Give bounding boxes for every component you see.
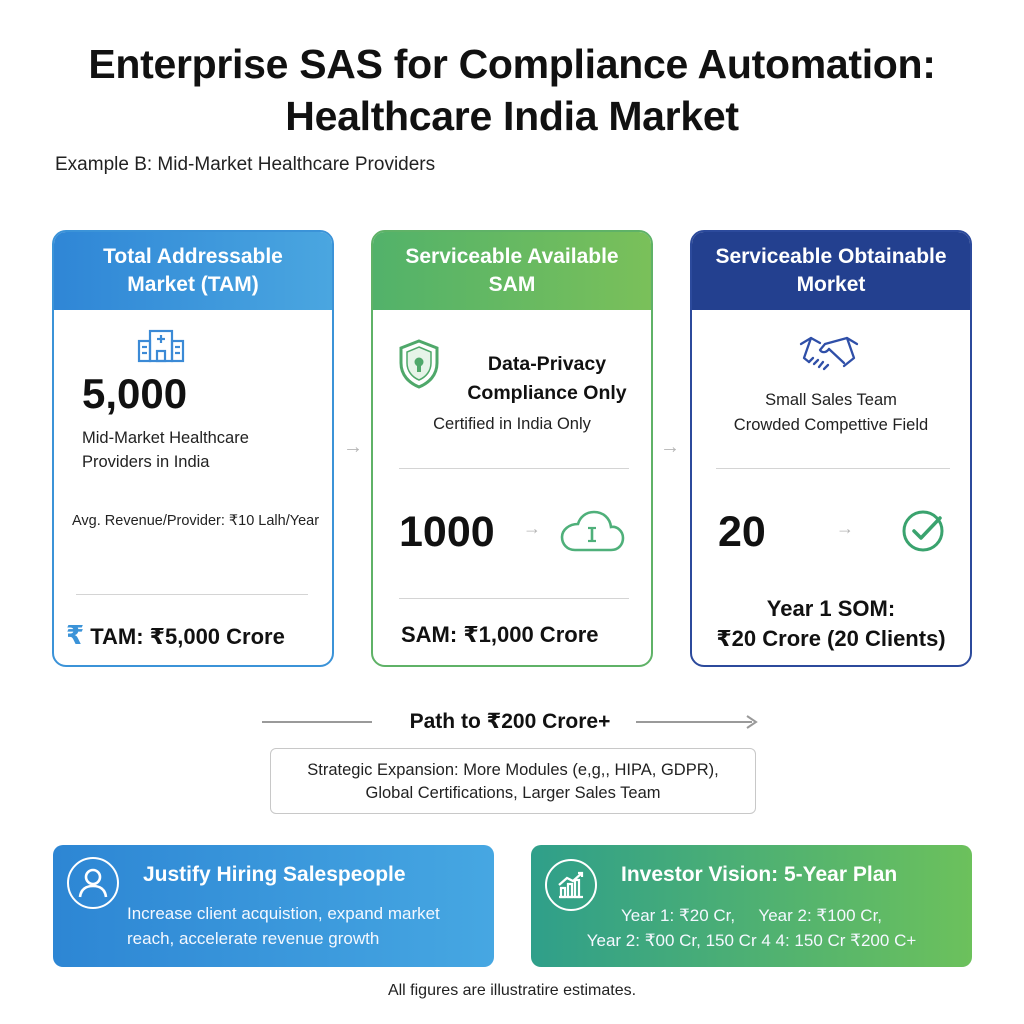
investor-text-line-2: Year 2: ₹00 Cr, 150 Cr 4 4: 150 Cr ₹200 C+ — [586, 931, 917, 950]
title-line-2: Healthcare India Market — [285, 93, 739, 139]
check-circle-icon — [900, 508, 946, 554]
som-card-header — [692, 232, 970, 310]
som-divider — [716, 468, 950, 469]
sam-feature — [447, 350, 647, 408]
tam-desc-line-1: Mid-Market Healthcare — [82, 429, 249, 447]
investor-text — [531, 903, 972, 953]
sam-card — [371, 230, 653, 667]
page-title — [0, 38, 1024, 142]
sam-title-line-1: Serviceable Available — [405, 245, 619, 268]
tam-value: 5,000 — [82, 370, 188, 417]
som-title-line-2: Morket — [796, 273, 866, 296]
rupee-icon: ₹ — [66, 620, 85, 650]
hiring-text-line-2: reach, accelerate revenue growth — [127, 929, 380, 948]
tam-avg-revenue: Avg. Revenue/Provider: ₹10 Lalh/Year — [72, 513, 320, 529]
handshake-icon — [798, 332, 860, 372]
growth-path — [258, 704, 762, 738]
sam-feature-line-1: Data-Privacy — [487, 353, 607, 375]
tam-divider — [76, 594, 308, 595]
investor-text-line-1: Year 1: ₹20 Cr, Year 2: ₹100 Cr, — [620, 906, 883, 925]
som-card — [690, 230, 972, 667]
hiring-text — [127, 901, 440, 951]
som-value: 20 — [718, 508, 766, 556]
path-label-text: Path to ₹200 Crore+ — [402, 710, 619, 733]
sam-divider-bottom — [399, 598, 629, 599]
som-footer-line-2: ₹20 Crore (20 Clients) — [716, 626, 946, 651]
sam-certified-note: Certified in India Only — [433, 415, 591, 433]
title-line-1: Enterprise SAS for Compliance Automation: — [88, 41, 936, 87]
tam-card-header — [54, 232, 332, 310]
arrow-right-icon: → — [343, 436, 363, 458]
sam-title-line-2: SAM — [488, 273, 536, 296]
expansion-line-2: Global Certifications, Larger Sales Team — [365, 784, 661, 802]
path-label — [258, 709, 762, 734]
cloud-icon — [559, 508, 625, 554]
tam-title-line-1: Total Addressable — [103, 245, 283, 268]
investor-banner — [531, 845, 972, 967]
expansion-line-1: Strategic Expansion: More Modules (e,g,, HIPA, GDPR), — [307, 761, 719, 779]
som-title-line-1: Serviceable Obtainable — [715, 245, 947, 268]
arrow-right-icon: → — [836, 518, 854, 538]
hiring-banner — [53, 845, 494, 967]
tam-card — [52, 230, 334, 667]
shield-lock-icon — [397, 338, 441, 390]
hiring-title: Justify Hiring Salespeople — [143, 863, 406, 886]
tam-description — [82, 426, 249, 474]
tam-footer — [66, 620, 285, 651]
hiring-text-line-1: Increase client acquistion, expand market — [127, 904, 440, 923]
sam-footer: SAM: ₹1,000 Crore — [401, 622, 599, 647]
sam-value: 1000 — [399, 508, 495, 556]
page-subtitle: Example B: Mid-Market Healthcare Providers — [55, 154, 436, 175]
arrow-right-icon: → — [660, 436, 680, 458]
person-icon — [67, 857, 119, 909]
tam-footer-text: TAM: ₹5,000 Crore — [90, 624, 285, 649]
som-constraints — [692, 388, 970, 438]
footnote: All figures are illustratire estimates. — [387, 982, 637, 999]
tam-desc-line-2: Providers in India — [82, 453, 210, 471]
som-note-line-2: Crowded Compettive Field — [733, 416, 929, 434]
som-footer-line-1: Year 1 SOM: — [766, 596, 896, 621]
som-note-line-1: Small Sales Team — [765, 391, 897, 409]
hospital-icon — [136, 327, 186, 363]
expansion-box — [270, 748, 756, 814]
sam-divider-top — [399, 468, 629, 469]
tam-title-line-2: Market (TAM) — [127, 273, 259, 296]
arrow-right-icon: → — [523, 518, 541, 538]
som-footer — [692, 594, 970, 654]
investor-title: Investor Vision: 5-Year Plan — [621, 863, 898, 886]
sam-feature-line-2: Compliance Only — [467, 382, 627, 404]
sam-card-header — [373, 232, 651, 310]
